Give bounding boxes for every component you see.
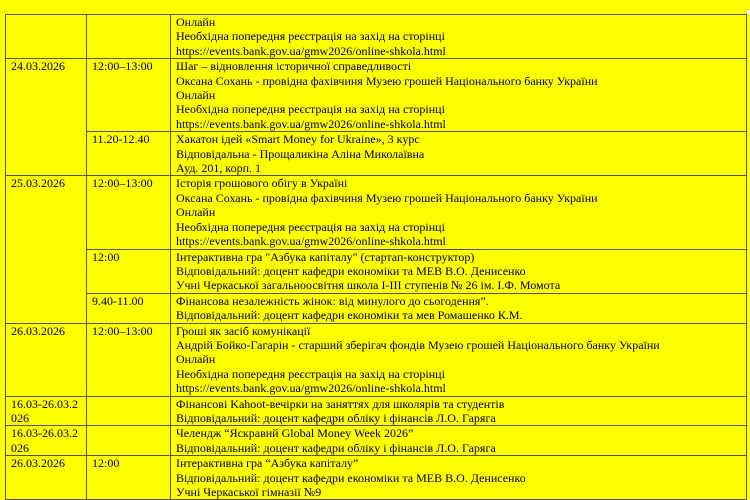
event-description [171, 176, 747, 249]
event-description [171, 59, 747, 132]
event-format: Онлайн [176, 88, 216, 103]
event-description [171, 396, 747, 426]
event-responsible: Відповідальна - Прощаликіна Аліна Миколаївна [176, 146, 425, 161]
event-description [171, 293, 747, 323]
registration-url: https://events.bank.gov.ua/gmw2026/online-shkola.html [176, 43, 446, 58]
registration-note: Необхідна попередня реєстрація на захід на сторінці [176, 219, 445, 234]
event-responsible: Відповідальний: доцент кафедри економіки та МЕВ В.О. Денисенко [176, 470, 526, 485]
event-title: Шаг – відновлення історичної справедливості [176, 59, 412, 74]
event-date: 16.03-26.03.2026 [6, 396, 87, 426]
event-detail-line: Оксана Сохань - провідна фахівчиня Музею грошей Національного банку України [176, 190, 598, 205]
schedule-row [6, 396, 747, 426]
event-format: Онлайн [176, 205, 216, 220]
schedule-table [5, 14, 747, 500]
event-responsible: Відповідальний: доцент кафедри обліку і фінансів Л.О. Гаряга [176, 410, 496, 425]
event-time: 12:00–13:00 [87, 323, 171, 396]
event-time: 12:00–13:00 [87, 176, 171, 249]
event-date: 26.03.2026 [6, 456, 87, 500]
event-title: Інтерактивна гра “Азбука капіталу” [176, 456, 359, 471]
event-title: Хакатон ідей «Smart Money for Ukraine», 3 курс [176, 132, 420, 147]
event-title: Гроші як засіб комунікації [176, 323, 311, 338]
schedule-row [6, 176, 747, 249]
event-description [171, 456, 747, 500]
registration-note: Необхідна попередня реєстрація на захід на сторінці [176, 366, 445, 381]
registration-note: Необхідна попередня реєстрація на захід на сторінці [176, 102, 445, 117]
event-detail-line: Ауд. 201, корп. 1 [176, 161, 262, 176]
registration-url: https://events.bank.gov.ua/gmw2026/online-shkola.html [176, 234, 446, 249]
schedule-table-body [6, 15, 747, 500]
event-date: 26.03.2026 [6, 323, 87, 396]
event-description [171, 249, 747, 293]
event-description [171, 323, 747, 396]
schedule-row [6, 15, 747, 59]
event-format: Онлайн [176, 352, 216, 367]
registration-url: https://events.bank.gov.ua/gmw2026/online-shkola.html [176, 381, 446, 396]
event-description [171, 132, 747, 176]
registration-note: Необхідна попередня реєстрація на захід на сторінці [176, 29, 445, 44]
event-title: Фінансова незалежність жінок: від минулого до сьогодення”. [176, 293, 489, 308]
schedule-row [6, 59, 747, 132]
schedule-row [6, 426, 747, 456]
event-detail-line: Учні Черкаської гімназії №9 [176, 485, 322, 499]
event-detail-line: Андрій Бойко-Гагарін - старший зберігач фондів Музею грошей Національного банку України [176, 337, 660, 352]
schedule-row [6, 293, 747, 323]
event-detail-line: Учні Черкаської загальноосвітня школа I-III ступенів № 26 ім. І.Ф. Момота [176, 278, 561, 293]
event-time [87, 15, 171, 59]
event-description [171, 15, 747, 59]
event-date [6, 15, 87, 59]
event-responsible: Відповідальний: доцент кафедри обліку і фінансів Л.О. Гаряга [176, 440, 496, 455]
event-responsible: Відповідальний: доцент кафедри економіки та МЕВ В.О. Денисенко [176, 263, 526, 278]
event-time [87, 426, 171, 456]
event-time: 12:00 [87, 249, 171, 293]
event-time: 12:00 [87, 456, 171, 500]
event-date: 25.03.2026 [6, 176, 87, 323]
event-time: 12:00–13:00 [87, 59, 171, 132]
event-date: 16.03-26.03.2026 [6, 426, 87, 456]
registration-url: https://events.bank.gov.ua/gmw2026/online-shkola.html [176, 116, 446, 131]
schedule-row [6, 132, 747, 176]
event-title: Інтерактивна гра "Азбука капіталу" (стартап-конструктор) [176, 249, 475, 264]
event-format: Онлайн [176, 15, 216, 29]
event-date: 24.03.2026 [6, 59, 87, 176]
event-responsible: Відповідальний: доцент кафедри економіки та мев Ромашенко К.М. [176, 308, 523, 323]
event-title: Історія грошового обігу в Україні [176, 176, 348, 191]
schedule-row [6, 249, 747, 293]
event-detail-line: Оксана Сохань - провідна фахівчиня Музею грошей Національного банку України [176, 73, 598, 88]
event-time: 11.20-12.40 [87, 132, 171, 176]
schedule-row [6, 456, 747, 500]
event-time: 9.40-11.00 [87, 293, 171, 323]
schedule-row [6, 323, 747, 396]
event-description [171, 426, 747, 456]
event-title: Челендж “Яскравий Global Money Week 2026” [176, 426, 414, 441]
event-title: Фінансові Kahoot-вечірки на заняттях для школярів та студентів [176, 396, 505, 411]
event-time [87, 396, 171, 426]
